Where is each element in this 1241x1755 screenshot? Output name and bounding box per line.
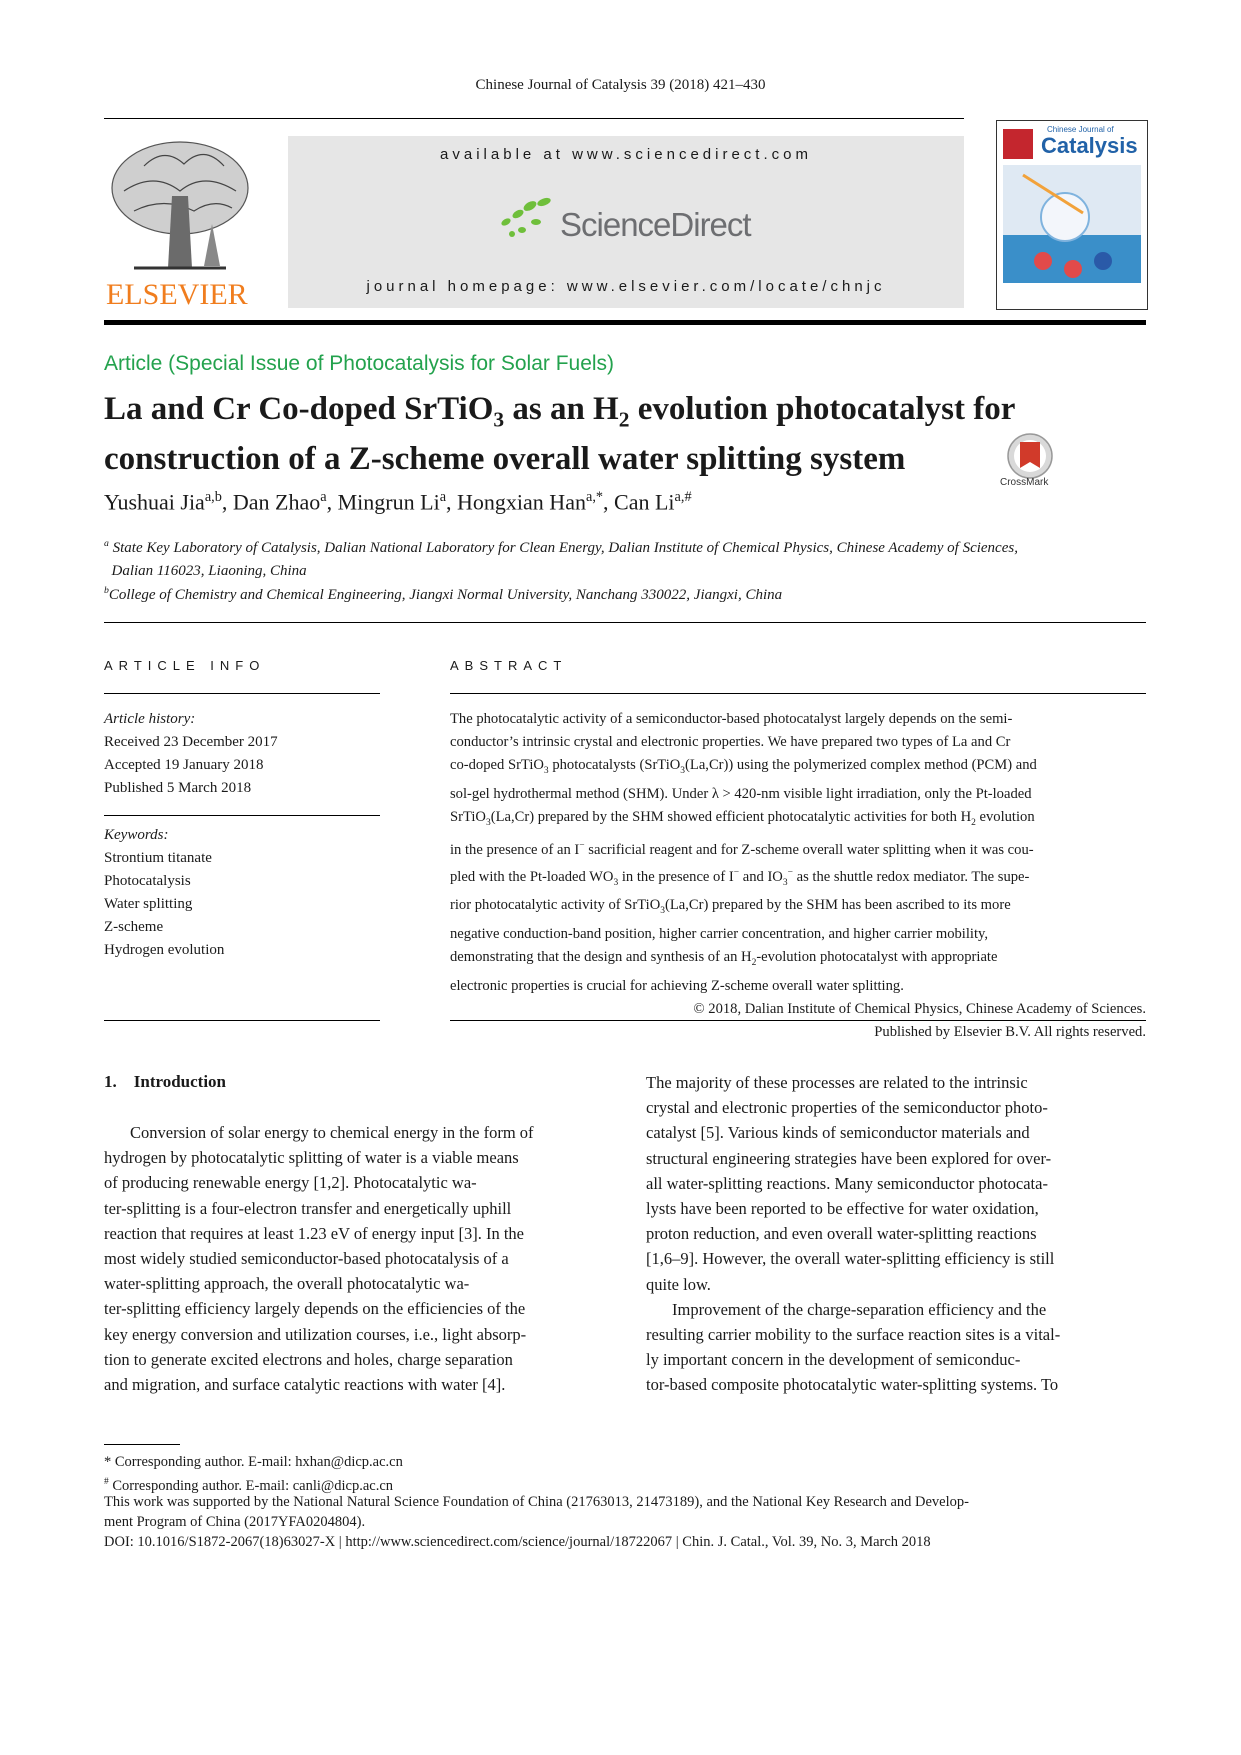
abstract-rule-bottom: [450, 1020, 1146, 1021]
author-name: Can Li: [614, 489, 675, 515]
article-title: [104, 390, 1064, 479]
keyword: Hydrogen evolution: [104, 942, 225, 958]
sciencedirect-leaf-icon: [496, 196, 558, 245]
keyword: Z-scheme: [104, 919, 164, 935]
funding-line: ment Program of China (2017YFA0204804).: [104, 1514, 366, 1530]
body-line: hydrogen by photocatalytic splitting of water is a viable means: [104, 1148, 519, 1168]
title-line-2: construction of a Z-scheme overall water splitting system: [104, 440, 906, 477]
footnote-rule: [104, 1444, 180, 1445]
abstract-body: [450, 708, 1146, 1044]
journal-citation: Chinese Journal of Catalysis 39 (2018) 421–430: [475, 77, 766, 93]
body-line: Improvement of the charge-separation efficiency and the: [672, 1299, 1047, 1319]
intro-left-column: [104, 1120, 604, 1397]
abstract-line: sol-gel hydrothermal method (SHM). Under λ > 420-nm visible light irradiation, only the Pt-loaded: [450, 785, 1032, 802]
keywords-block: [104, 824, 384, 962]
accepted-date: Accepted 19 January 2018: [104, 757, 264, 773]
received-date: Received 23 December 2017: [104, 734, 278, 750]
author-affil: a: [320, 489, 327, 505]
author-name: Yushuai Jia: [104, 489, 205, 515]
author-list: Yushuai Jia$^{a,b}$, Dan Zhao$^a$, Mingrun Li$^a$, Hongxian Han$^{a,*}$, Can $Li^{a,\#}$: [104, 489, 692, 515]
published-date: Published 5 March 2018: [104, 780, 252, 796]
body-line: ter-splitting is a four-electron transfer and energetically uphill: [104, 1198, 512, 1218]
affiliation-b: [104, 579, 1146, 607]
available-at-text: available at www.sciencedirect.com: [440, 146, 812, 163]
title-subscript: 2: [618, 407, 630, 432]
section-heading: 1. Introduction: [104, 1072, 227, 1091]
body-line: Conversion of solar energy to chemical energy in the form of: [130, 1123, 534, 1142]
doi-line[interactable]: DOI: 10.1016/S1872-2067(18)63027-X | http://www.sciencedirect.com/science/journal/18722067 | Chin. J. Catal., Vol. 39, No. 3, March 2018: [104, 1534, 931, 1550]
body-line: ly important concern in the development of semiconduc-: [646, 1350, 1021, 1370]
author-affil: a,*: [585, 489, 604, 505]
header-rule-top: [104, 118, 964, 119]
intro-right-column: [646, 1070, 1146, 1398]
abstract-line: negative conduction-band position, higher carrier concentration, and higher carrier mobility,: [450, 926, 989, 943]
cover-chinese-logo: [1003, 129, 1033, 159]
author-name: Hongxian Han: [457, 489, 586, 515]
abstract-line: pled with the Pt-loaded $WO_3$ in the presence of I− and $IO_3^-$ as the shuttle redox mediator. The supe-: [450, 867, 1030, 888]
keyword: Water splitting: [104, 896, 193, 912]
title-subscript: 3: [493, 407, 505, 432]
affil-mark: a: [104, 538, 109, 549]
body-line: [1,6–9]. However, the overall water-splitting efficiency is still: [646, 1249, 1055, 1269]
crossmark-icon[interactable]: [1006, 432, 1054, 480]
body-line: catalyst [5]. Various kinds of semiconductor materials and: [646, 1123, 1030, 1143]
affiliation-rule: [104, 622, 1146, 623]
author-affil: a,b: [204, 489, 222, 505]
article-info-rule: [104, 693, 380, 694]
body-line: most widely studied semiconductor-based photocatalysis of a: [104, 1249, 509, 1269]
abstract-line: demonstrating that the design and synthesis of an $H_2$-evolution photocatalyst with appropriate: [450, 949, 998, 969]
body-line: of producing renewable energy [1,2]. Photocatalytic wa-: [104, 1173, 477, 1193]
body-line: water-splitting approach, the overall photocatalytic wa-: [104, 1274, 470, 1294]
keywords-label: Keywords:: [104, 827, 169, 843]
abstract-rule-top: [450, 693, 1146, 694]
affiliation-text: College of Chemistry and Chemical Engineering, Jiangxi Normal University, Nanchang 330022, Jiangxi, China: [108, 587, 783, 603]
title-part: evolution photocatalyst for: [629, 391, 1016, 427]
body-line: and migration, and surface catalytic reactions with water [4].: [104, 1375, 506, 1395]
body-line: proton reduction, and even overall water-splitting reactions: [646, 1224, 1037, 1244]
body-line: tor-based composite photocatalytic water-splitting systems. To: [646, 1375, 1059, 1395]
abstract-line: rior photocatalytic activity of SrTiO$_3$(La,Cr) prepared by the SHM has been ascribed to its more: [450, 897, 1011, 917]
cover-journal-name: Catalysis: [1041, 133, 1138, 158]
title-part: as an H: [504, 391, 619, 427]
body-line: lysts have been reported to be effective for water oxidation,: [646, 1199, 1039, 1219]
elsevier-wordmark: ELSEVIER: [106, 278, 248, 311]
body-line: crystal and electronic properties of the semiconductor photo-: [646, 1098, 1048, 1118]
body-line: resulting carrier mobility to the surface reaction sites is a vital-: [646, 1325, 1061, 1345]
abstract-line: in the presence of an I− sacrificial reagent and for Z-scheme overall water splitting when it was cou-: [450, 840, 1034, 858]
body-line: ter-splitting efficiency largely depends on the efficiencies of the: [104, 1299, 526, 1319]
body-line: quite low.: [646, 1274, 711, 1294]
funding-line: This work was supported by the National Natural Science Foundation of China (21763013, 21473189), and the National Key Research and Develop-: [104, 1494, 969, 1510]
body-line: tion to generate excited electrons and holes, charge separation: [104, 1349, 513, 1369]
header-rule-thick: [104, 320, 1146, 325]
affiliation-a: [104, 532, 1146, 583]
keyword: Strontium titanate: [104, 850, 212, 866]
keyword: Photocatalysis: [104, 873, 191, 889]
title-part: La and Cr Co-doped SrTiO: [104, 391, 494, 427]
author-name: Dan Zhao: [232, 489, 321, 515]
affil-mark: b: [104, 585, 109, 596]
footnote-star: * Corresponding author. E-mail: hxhan@dicp.ac.cn: [104, 1454, 403, 1470]
crossmark-label: CrossMark: [1000, 477, 1049, 488]
abstract-heading: ABSTRACT: [450, 658, 568, 673]
sciencedirect-wordmark: ScienceDirect: [560, 206, 751, 243]
cover-journal-small: Chinese Journal of: [1047, 125, 1114, 134]
abstract-line: The photocatalytic activity of a semiconductor-based photocatalyst largely depends on the semi-: [450, 711, 1013, 727]
journal-homepage-link[interactable]: journal homepage: www.elsevier.com/locate/chnjc: [366, 278, 886, 295]
author-name: Mingrun Li: [337, 489, 440, 515]
abstract-line: electronic properties is crucial for achieving Z-scheme overall water splitting.: [450, 978, 904, 995]
copyright-line: © 2018, Dalian Institute of Chemical Physics, Chinese Academy of Sciences.: [693, 1001, 1146, 1018]
history-label: Article history:: [104, 711, 196, 727]
cover-art: [1003, 165, 1141, 297]
body-line: reaction that requires at least 1.23 eV of energy input [3]. In the: [104, 1223, 525, 1243]
body-line: all water-splitting reactions. Many semiconductor photocata-: [646, 1173, 1048, 1193]
keywords-rule: [104, 1020, 380, 1021]
sciencedirect-banner: [288, 136, 964, 308]
journal-cover-thumbnail: [996, 120, 1148, 310]
affiliation-text: State Key Laboratory of Catalysis, Dalian National Laboratory for Clean Energy, Dalian Institute of Chemical Physics, Chinese Academy of Sciences,: [112, 540, 1018, 556]
footnote-hash: # Corresponding author. E-mail: canli@dicp.ac.cn: [104, 1477, 394, 1494]
body-line: structural engineering strategies have been explored for over-: [646, 1148, 1052, 1168]
abstract-line: conductor’s intrinsic crystal and electronic properties. We have prepared two types of La and Cr: [450, 734, 1011, 750]
abstract-line: co-doped SrTiO$_3$ photocatalysts (SrTiO$_3$(La,Cr)) using the polymerized complex method (PCM) and: [450, 757, 1037, 776]
abstract-line: SrTiO$_3$(La,Cr) prepared by the SHM showed efficient photocatalytic activities for both $H_2$ evolution: [450, 808, 1035, 828]
history-rule: [104, 815, 380, 816]
funding-note: [104, 1492, 1146, 1532]
article-type: Article (Special Issue of Photocatalysis for Solar Fuels): [104, 352, 615, 375]
affiliation-text: Dalian 116023, Liaoning, China: [111, 563, 307, 579]
author-affil: a,#: [674, 489, 692, 505]
copyright-line: Published by Elsevier B.V. All rights reserved.: [874, 1024, 1146, 1041]
body-line: The majority of these processes are related to the intrinsic: [646, 1073, 1028, 1092]
author-affil: a: [439, 489, 447, 505]
body-line: key energy conversion and utilization courses, i.e., light absorp-: [104, 1324, 527, 1344]
article-history: [104, 708, 384, 800]
article-info-heading: ARTICLE INFO: [104, 658, 266, 673]
elsevier-tree-logo: [104, 136, 256, 276]
